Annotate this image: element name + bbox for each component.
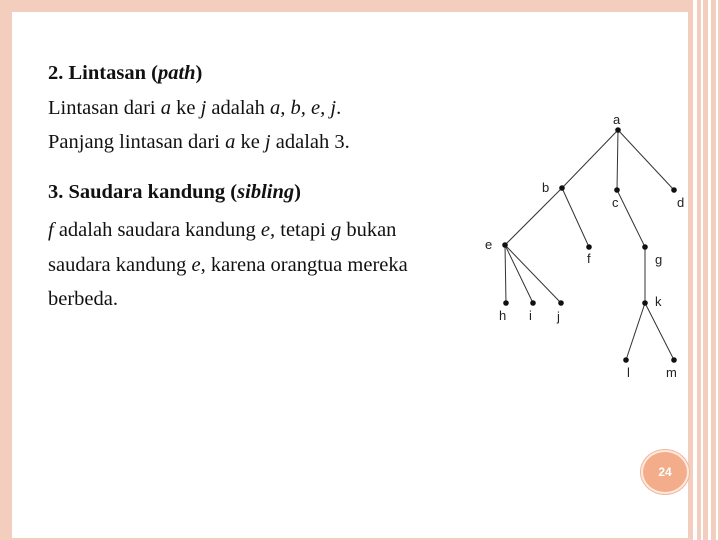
page-number: 24 (658, 465, 672, 479)
label-i: i (529, 308, 532, 323)
sibling-heading: 3. Saudara kandung (sibling) (48, 181, 301, 203)
edge-e-i (505, 245, 533, 303)
page-number-badge (641, 450, 689, 494)
label-k: k (655, 294, 662, 309)
edge-b-e (505, 188, 562, 245)
label-h: h (499, 308, 507, 323)
edge-a-c (617, 130, 618, 190)
edge-e-h (505, 245, 506, 303)
sibling-text-line-2: saudara kandung e, karena orangtua mereka (48, 254, 408, 276)
label-a: a (613, 112, 621, 127)
sibling-text-line-1: f adalah saudara kandung e, tetapi g bukan (48, 219, 397, 241)
edge-k-l (626, 303, 645, 360)
node-e (502, 242, 508, 248)
edge-c-g (617, 190, 645, 247)
label-l: l (627, 365, 630, 380)
node-b (559, 185, 565, 191)
node-f (586, 244, 592, 250)
label-e: e (485, 237, 493, 252)
label-c: c (612, 195, 619, 210)
node-a (615, 127, 621, 133)
path-length-line: Panjang lintasan dari a ke j adalah 3. (48, 131, 350, 153)
edge-a-d (618, 130, 674, 190)
edge-b-f (562, 188, 589, 247)
node-h (503, 300, 509, 306)
path-example-line: Lintasan dari a ke j adalah a, b, e, j. (48, 97, 342, 119)
node-m (671, 357, 677, 363)
edge-k-m (645, 303, 674, 360)
label-f: f (587, 251, 591, 266)
label-j: j (557, 309, 560, 324)
edge-e-j (505, 245, 561, 303)
node-c (614, 187, 620, 193)
sibling-text-line-3: berbeda. (48, 288, 118, 310)
node-l (623, 357, 629, 363)
path-heading: 2. Lintasan (path) (48, 62, 203, 84)
node-g (642, 244, 648, 250)
label-m: m (666, 365, 677, 380)
label-d: d (677, 195, 685, 210)
node-d (671, 187, 677, 193)
label-g: g (655, 252, 663, 267)
node-j (558, 300, 564, 306)
node-k (642, 300, 648, 306)
label-b: b (542, 180, 550, 195)
edge-a-b (562, 130, 618, 188)
node-i (530, 300, 536, 306)
